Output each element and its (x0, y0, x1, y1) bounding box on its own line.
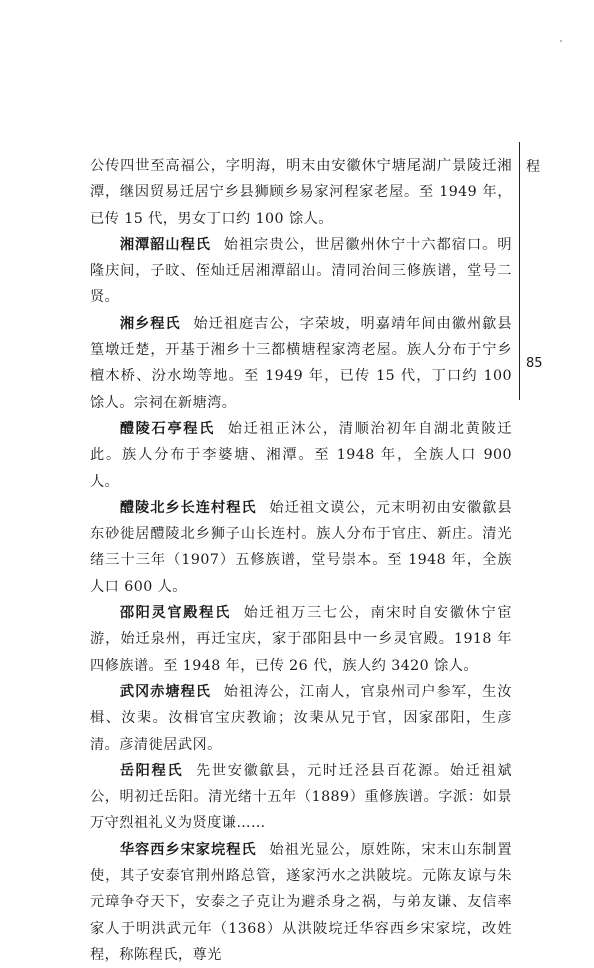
entry-shaoyang-lingguandian (90, 600, 512, 679)
entry-title: 岳阳程氏 (119, 762, 184, 779)
entry-liling-shiting (90, 416, 512, 495)
entry-liling-changlian (90, 495, 512, 600)
entry-title: 武冈赤塘程氏 (119, 683, 212, 700)
entry-huarong-songjiayuan (90, 837, 512, 968)
entry-text: 始迁祖庭吉公，字荣坡，明嘉靖年间由徽州歙县篁墩迁楚，开基于湘乡十三都横塘程家湾老屋。族人分布于宁乡檀木桥、汾水坳等地。至 1949 年，已传 15 代，丁口约 100 馀人。宗祠在新塘湾。 (90, 315, 512, 411)
entry-wugang-chitang (90, 679, 512, 758)
page-number: 85 (526, 356, 543, 371)
entry-title: 醴陵北乡长连村程氏 (119, 499, 257, 516)
entry-title: 邵阳灵官殿程氏 (119, 605, 231, 622)
entry-title: 醴陵石亭程氏 (119, 420, 215, 437)
entry-title: 湘乡程氏 (119, 315, 181, 332)
page-body (90, 153, 512, 968)
entry-text: 始祖光显公，原姓陈，宋末山东制置使，其子安泰官荆州路总管，遂家沔水之洪陂垸。元陈友谅与朱元璋争夺天下，安泰之子克让为避杀身之祸，与弟友谦、友信率家人于明洪武元年（1368）从洪陂垸迁华容西乡宋家垸，改姓程，称陈程氏，尊光 (90, 841, 512, 963)
entry-title: 湘潭韶山程氏 (119, 236, 212, 253)
entry-xiangtan-shaoshan (90, 232, 512, 311)
entry-text: 始迁祖万三七公，南宋时自安徽休宁宦游，始迁泉州，再迁宝庆，家于邵阳县中一乡灵官殿。1918 年四修族谱。至 1948 年，已传 26 代，族人约 3420 馀人。 (90, 605, 513, 674)
entry-text: 始祖宗贵公，世居徽州休宁十六都宿口。明隆庆间，子旼、侄灿迁居湘潭韶山。清同治间三修族谱，堂号二贤。 (90, 236, 512, 306)
opening-paragraph: 公传四世至高福公，字明海，明末由安徽休宁塘尾湖广景陵迁湘潭，继因贸易迁居宁乡县狮顾乡易家河程家老屋。至 1949 年，已传 15 代，男女丁口约 100 馀人。 (90, 158, 512, 227)
entry-text: 始祖涛公，江南人，官泉州司户参军，生汝楫、汝棐。汝楫官宝庆教谕；汝棐从兄于官，因家邵阳，生彦清。彦清徙居武冈。 (90, 683, 512, 753)
entry-text: 始迁祖文谟公，元末明初由安徽歙县东砂徙居醴陵北乡狮子山长连村。族人分布于官庄、新庄。清光绪三十三年（1907）五修族谱，堂号崇本。至 1948 年，全族人口 600 人。 (90, 499, 512, 595)
chapter-mark: 程 (526, 159, 540, 175)
entry-yueyang (90, 758, 512, 837)
scan-speck (560, 40, 562, 42)
entry-text: 先世安徽歙县，元时迁泾县百花源。始迁祖斌公，明初迁岳阳。清光绪十五年（1889）重修族谱。字派：如景万守烈祖礼义为贤度谦…… (90, 762, 512, 832)
margin-rule (519, 142, 520, 400)
entry-text: 始迁祖正沐公，清顺治初年自湖北黄陂迁此。族人分布于李婆塘、湘潭。至 1948 年，全族人口 900 人。 (90, 420, 513, 490)
entry-title: 华容西乡宋家垸程氏 (119, 841, 257, 858)
entry-xiangxiang (90, 311, 512, 416)
